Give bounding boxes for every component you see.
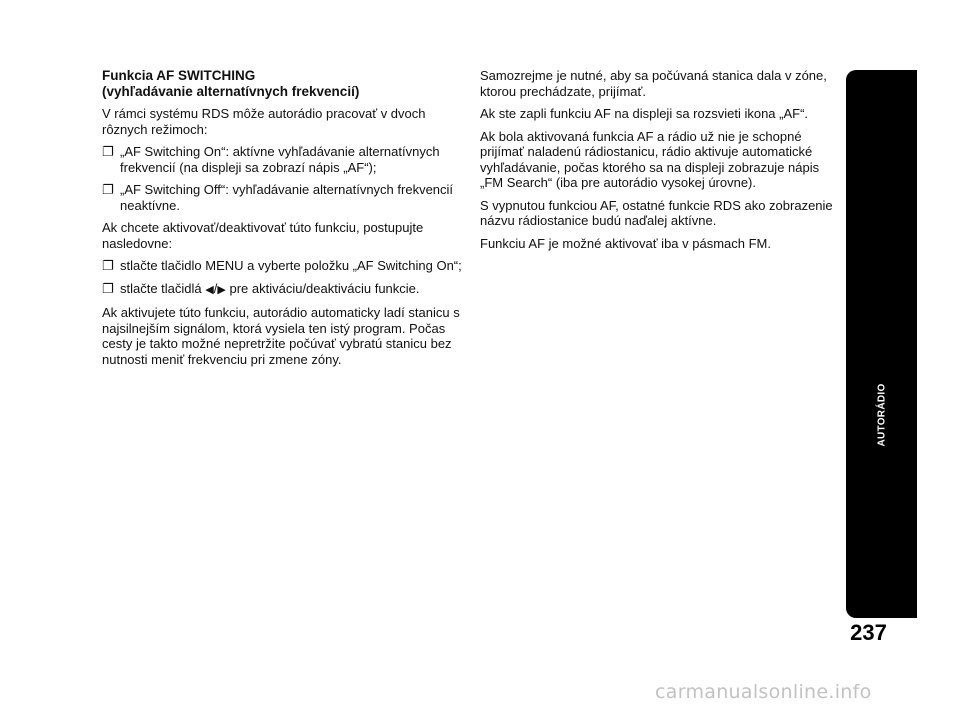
page-number: 237 bbox=[850, 620, 887, 645]
outro-paragraph: Ak aktivujete túto funkciu, autorádio automaticky ladí stanicu s najsilnejším signálom, ktorá vysiela ten istý program. Počas cesty je takto možné nepretržite počúvať vybratú stanicu bez nutnosti meniť frekvenciu pri zmene zóny. bbox=[102, 305, 460, 367]
checkbox-bullet-icon: ❐ bbox=[102, 280, 114, 296]
section-tab bbox=[846, 70, 917, 618]
right-paragraph-1: Samozrejme je nutné, aby sa počúvaná stanica dala v zóne, ktorou prechádzate, prijímať. bbox=[480, 68, 827, 99]
list-item-af-on bbox=[102, 144, 467, 175]
checkbox-bullet-icon: ❐ bbox=[102, 182, 114, 197]
left-column bbox=[102, 68, 467, 374]
right-paragraph-5: Funkciu AF je možné aktivovať iba v pásmach FM. bbox=[480, 235, 771, 251]
right-column bbox=[480, 68, 835, 258]
list-item-text: „AF Switching Off“: vyhľadávanie alternatívnych frekvencií neaktívne. bbox=[120, 182, 454, 213]
right-paragraph-2: Ak ste zapli funkciu AF na displeji sa rozsvieti ikona „AF“. bbox=[480, 106, 809, 121]
arrow-right-icon: ▶ bbox=[217, 283, 226, 296]
step-2-text-after: pre aktiváciu/deaktiváciu funkcie. bbox=[229, 280, 420, 296]
heading-line-1: Funkcia AF SWITCHING bbox=[102, 68, 256, 83]
right-paragraph-4: S vypnutou funkciou AF, ostatné funkcie RDS ako zobrazenie názvu rádiostanice budú naďalej aktívne. bbox=[480, 197, 833, 228]
arrow-left-icon: ◀ bbox=[205, 283, 214, 296]
section-heading bbox=[102, 68, 467, 99]
procedure-intro: Ak chcete aktivovať/deaktivovať túto funkciu, postupujte nasledovne: bbox=[102, 220, 424, 251]
checkbox-bullet-icon: ❐ bbox=[102, 144, 114, 159]
watermark: carmanualsonline.info bbox=[655, 681, 872, 703]
list-item-af-off bbox=[102, 182, 467, 213]
list-item-step-2 bbox=[102, 281, 467, 299]
intro-paragraph: V rámci systému RDS môže autorádio pracovať v dvoch rôznych režimoch: bbox=[102, 106, 426, 137]
list-item-text: „AF Switching On“: aktívne vyhľadávanie alternatívnych frekvencií (na displeji sa zobrazí nápis „AF“); bbox=[120, 144, 440, 175]
section-tab-label: AUTORÁDIO bbox=[876, 383, 887, 447]
right-paragraph-3: Ak bola aktivovaná funkcia AF a rádio už nie je schopné prijímať naladenú rádiostanicu, rádio aktivuje automatické vyhľadávanie, počas ktorého sa na displeji zobrazuje nápis „FM Search“ (iba pre autorádio vysokej úrovne). bbox=[480, 128, 820, 190]
heading-line-2: (vyhľadávanie alternatívnych frekvencií) bbox=[102, 83, 360, 99]
arrow-separator: / bbox=[213, 280, 218, 296]
checkbox-bullet-icon: ❐ bbox=[102, 258, 114, 273]
list-item-step-1 bbox=[102, 258, 467, 274]
list-item-text: stlačte tlačidlo MENU a vyberte položku „AF Switching On“; bbox=[120, 258, 462, 273]
step-2-text-before: stlačte tlačidlá bbox=[120, 280, 202, 296]
